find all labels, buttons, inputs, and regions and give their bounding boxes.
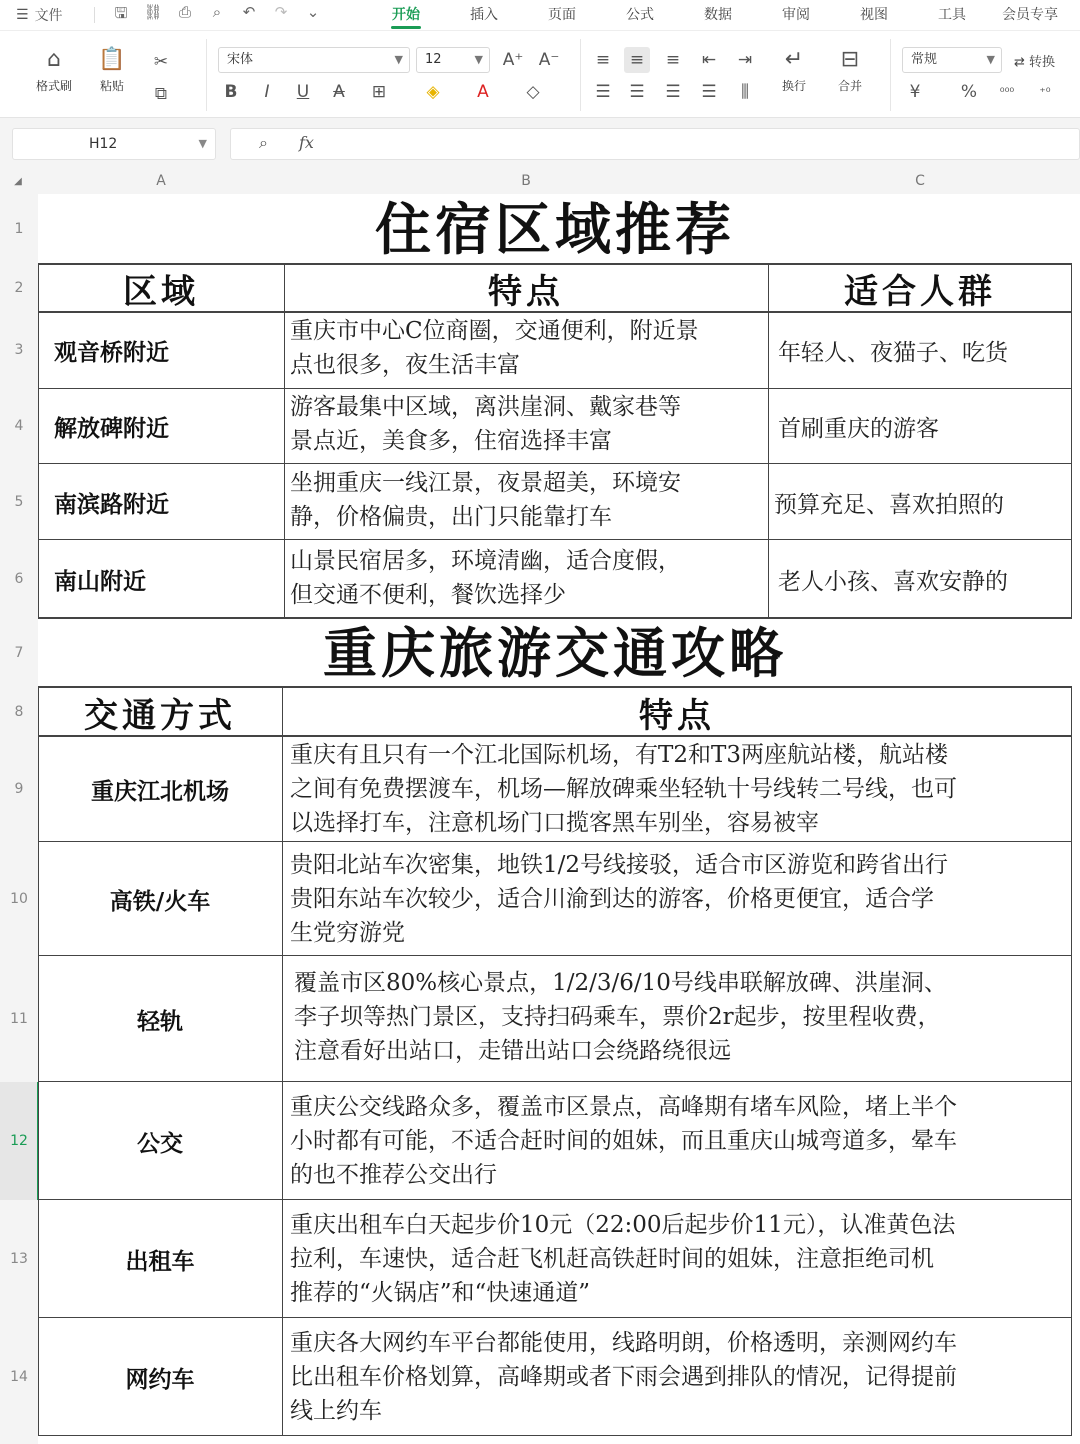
features-line: 静，价格偏贵，出门只能靠打车 xyxy=(290,504,612,530)
features-cell[interactable] xyxy=(284,544,768,618)
align-middle-icon[interactable]: ≡ xyxy=(624,47,650,73)
transport-features-cell[interactable] xyxy=(284,1208,1070,1318)
chevron-down-icon[interactable]: ⌄ xyxy=(306,2,320,21)
table-title-transport: 重庆旅游交通攻略 xyxy=(323,621,787,685)
currency-icon[interactable]: ¥ xyxy=(909,82,921,102)
tab-review[interactable]: 审阅 xyxy=(782,7,810,23)
tab-tools[interactable]: 工具 xyxy=(938,7,966,23)
clear-format-icon[interactable]: ◇ xyxy=(526,82,540,102)
percent-icon[interactable]: % xyxy=(960,82,978,102)
tab-data[interactable]: 数据 xyxy=(704,7,732,23)
font-size-value: 12 xyxy=(425,52,442,67)
column-heading-features: 特点 xyxy=(488,271,564,312)
align-left-icon[interactable]: ☰ xyxy=(595,82,611,102)
increase-indent-icon[interactable]: ⇥ xyxy=(737,50,753,70)
divider xyxy=(206,39,207,111)
increase-font-icon[interactable]: A⁺ xyxy=(502,50,524,70)
merge-cells-icon: ⊟ xyxy=(840,47,860,72)
paste-label: 粘贴 xyxy=(99,79,124,93)
underline-icon[interactable]: U xyxy=(296,82,310,102)
strikethrough-icon[interactable]: A xyxy=(333,82,345,102)
paste-button[interactable] xyxy=(88,43,136,94)
features-line: 景点近，美食多，住宿选择丰富 xyxy=(290,428,612,454)
column-heading-mode: 交通方式 xyxy=(84,695,236,736)
wrap-text-icon: ↵ xyxy=(784,47,804,72)
italic-icon[interactable]: I xyxy=(264,82,270,102)
transport-mode-cell[interactable]: 重庆江北机场 xyxy=(91,777,229,805)
font-size-select[interactable] xyxy=(416,47,490,73)
area-cell[interactable]: 观音桥附近 xyxy=(54,338,169,366)
tab-member[interactable]: 会员专享 xyxy=(1002,7,1058,23)
format-painter-label: 格式刷 xyxy=(35,79,72,93)
format-painter-button[interactable] xyxy=(30,43,78,94)
features-line: 推荐的“火锅店”和“快速通道” xyxy=(290,1280,591,1306)
column-heading-audience: 适合人群 xyxy=(844,271,996,312)
features-line: 重庆各大网约车平台都能使用，线路明朗，价格透明，亲测网约车 xyxy=(290,1330,957,1356)
print-icon[interactable]: ⎙ xyxy=(178,2,191,21)
row-header[interactable]: 2 xyxy=(0,264,38,312)
merge-cells-button[interactable] xyxy=(826,43,874,94)
decrease-indent-icon[interactable]: ⇤ xyxy=(701,50,717,70)
table-title-lodging: 住宿区域推荐 xyxy=(375,197,735,263)
column-heading-features: 特点 xyxy=(639,695,715,736)
features-line: 重庆市中心C位商圈，交通便利，附近景 xyxy=(290,318,699,344)
font-name-select[interactable] xyxy=(218,47,410,73)
features-line: 李子坝等热门景区，支持扫码乘车，票价2r起步，按里程收费， xyxy=(294,1004,941,1030)
save-icon[interactable]: 🖫 xyxy=(114,3,128,22)
cut-icon[interactable]: ✂ xyxy=(153,52,169,72)
features-line: 坐拥重庆一线江景，夜景超美，环境安 xyxy=(290,470,681,496)
row-header[interactable]: 8 xyxy=(0,688,38,736)
features-line: 点也很多，夜生活丰富 xyxy=(290,352,520,378)
row-header[interactable]: 1 xyxy=(0,194,38,264)
area-cell[interactable]: 南山附近 xyxy=(54,567,146,595)
undo-icon[interactable]: ↶ xyxy=(242,2,256,21)
formula-bar xyxy=(0,118,1080,170)
decrease-font-icon[interactable]: A⁻ xyxy=(538,50,560,70)
redo-icon[interactable]: ↷ xyxy=(274,2,288,21)
wrap-text-label: 换行 xyxy=(781,79,806,93)
tab-formula[interactable]: 公式 xyxy=(626,7,654,23)
features-line: 生党穷游党 xyxy=(290,920,405,946)
features-cell[interactable] xyxy=(284,314,768,388)
area-cell[interactable]: 南滨路附近 xyxy=(54,490,169,518)
row-header[interactable]: 10 xyxy=(0,842,38,956)
transport-mode-cell[interactable]: 轻轨 xyxy=(137,1007,183,1035)
row-header[interactable]: 6 xyxy=(0,540,38,618)
convert-button[interactable] xyxy=(1014,51,1055,70)
copy-icon[interactable]: ⧉ xyxy=(154,84,168,104)
file-menu[interactable] xyxy=(0,5,88,25)
audience-cell[interactable]: 年轻人、夜猫子、吃货 xyxy=(778,339,1008,366)
features-line: 重庆公交线路众多，覆盖市区景点，高峰期有堵车风险，堵上半个 xyxy=(290,1094,957,1120)
justify-icon[interactable]: ☰ xyxy=(701,82,717,102)
chevron-down-icon: ▼ xyxy=(198,137,207,150)
row-header xyxy=(0,1436,38,1444)
features-line: 之间有免费摆渡车，机场—解放碑乘坐轻轨十号线转二号线，也可 xyxy=(290,776,957,802)
features-line: 山景民宿居多，环境清幽，适合度假， xyxy=(290,548,681,574)
number-format-select[interactable] xyxy=(902,47,1002,73)
row-header[interactable]: 3 xyxy=(0,312,38,388)
paste-icon: 📋 xyxy=(98,47,126,72)
formula-input[interactable] xyxy=(230,128,1080,160)
features-cell[interactable] xyxy=(284,390,768,464)
row-header-active[interactable]: 12 xyxy=(0,1082,38,1200)
file-menu-label: 文件 xyxy=(34,8,63,24)
select-all-corner[interactable]: ◢ xyxy=(14,176,22,187)
bold-icon[interactable]: B xyxy=(224,82,238,102)
row-header[interactable]: 14 xyxy=(0,1318,38,1436)
row-header[interactable]: 5 xyxy=(0,464,38,540)
transport-features-cell[interactable] xyxy=(284,738,1070,842)
transport-mode-cell[interactable]: 出租车 xyxy=(125,1247,195,1275)
divider xyxy=(580,39,581,111)
audience-cell[interactable]: 预算充足、喜欢拍照的 xyxy=(774,491,1004,518)
cell-reference: H12 xyxy=(89,136,118,152)
column-headers xyxy=(0,170,1080,194)
number-format-value: 常规 xyxy=(911,52,938,67)
chevron-down-icon: ▼ xyxy=(986,53,995,66)
features-line: 小时都有可能，不适合赶时间的姐妹，而且重庆山城弯道多，晕车 xyxy=(290,1128,957,1154)
divider xyxy=(94,7,95,23)
transport-features-cell[interactable] xyxy=(288,966,1070,1082)
grid-line xyxy=(1071,688,1072,1436)
column-header-b[interactable]: B xyxy=(521,173,531,189)
align-right-icon[interactable]: ☰ xyxy=(665,82,681,102)
quick-access-toolbar xyxy=(101,3,351,28)
grid-line xyxy=(282,688,283,1436)
font-color-icon[interactable]: A xyxy=(477,82,489,102)
audience-cell[interactable]: 首刷重庆的游客 xyxy=(778,415,939,442)
features-line: 拉利，车速快，适合赶飞机赶高铁赶时间的姐妹，注意拒绝司机 xyxy=(290,1246,934,1272)
features-line: 贵阳东站车次较少，适合川渝到达的游客，价格更便宜，适合学 xyxy=(290,886,934,912)
link-icon[interactable]: ⛓ xyxy=(143,2,163,21)
ribbon-tabs xyxy=(367,1,1069,29)
row-header[interactable]: 13 xyxy=(0,1200,38,1318)
features-line: 贵阳北站车次密集，地铁1/2号线接驳，适合市区游览和跨省出行 xyxy=(290,852,949,878)
transport-features-cell[interactable] xyxy=(284,1326,1070,1436)
column-header-a[interactable]: A xyxy=(156,173,166,189)
features-cell[interactable] xyxy=(284,466,768,540)
print-preview-icon[interactable]: ⌕ xyxy=(212,2,222,21)
chevron-down-icon: ▼ xyxy=(474,53,483,66)
wrap-text-button[interactable] xyxy=(770,43,818,94)
features-line: 但交通不便利，餐饮选择少 xyxy=(290,582,566,608)
tab-home[interactable]: 开始 xyxy=(367,1,445,29)
tab-view[interactable]: 视图 xyxy=(860,7,888,23)
chevron-down-icon: ▼ xyxy=(394,53,403,66)
features-line: 比出租车价格划算，高峰期或者下雨会遇到排队的情况，记得提前 xyxy=(290,1364,957,1390)
format-painter-icon: ⌂ xyxy=(47,47,61,72)
features-line: 覆盖市区80%核心景点，1/2/3/6/10号线串联解放碑、洪崖洞、 xyxy=(294,970,947,996)
tab-page[interactable]: 页面 xyxy=(548,7,576,23)
row-header[interactable]: 11 xyxy=(0,956,38,1082)
transport-mode-cell[interactable]: 高铁/火车 xyxy=(109,887,211,915)
features-line: 重庆出租车白天起步价10元（22:00后起步价11元），认准黄色法 xyxy=(290,1212,956,1238)
font-name-value: 宋体 xyxy=(227,52,254,67)
features-line: 以选择打车，注意机场门口揽客黑车别坐，容易被宰 xyxy=(290,810,819,836)
features-line: 注意看好出站口，走错出站口会绕路绕很远 xyxy=(294,1038,731,1064)
row-header[interactable]: 9 xyxy=(0,736,38,842)
features-line: 的也不推荐公交出行 xyxy=(290,1162,497,1188)
function-icon[interactable]: fx xyxy=(299,133,314,152)
distribute-icon[interactable]: ⫼ xyxy=(741,82,749,102)
features-line: 游客最集中区域，离洪崖洞、戴家巷等 xyxy=(290,394,681,420)
search-icon[interactable]: ⌕ xyxy=(259,133,268,152)
hamburger-icon: ☰ xyxy=(16,7,29,23)
tab-insert[interactable]: 插入 xyxy=(470,7,498,23)
grid-line xyxy=(768,264,769,618)
align-top-icon[interactable]: ≡ xyxy=(595,50,611,70)
divider xyxy=(890,39,891,111)
column-header-c[interactable]: C xyxy=(915,173,925,189)
fill-color-icon[interactable]: ◈ xyxy=(426,82,440,102)
name-box[interactable] xyxy=(12,128,216,160)
features-line: 线上约车 xyxy=(290,1398,382,1424)
transport-mode-cell[interactable]: 网约车 xyxy=(125,1365,195,1393)
area-cell[interactable]: 解放碑附近 xyxy=(54,414,169,442)
borders-icon[interactable]: ⊞ xyxy=(371,82,387,102)
increase-decimal-icon[interactable]: ⁺⁰ xyxy=(1039,85,1051,99)
merge-cells-label: 合并 xyxy=(837,79,862,93)
row-header[interactable]: 7 xyxy=(0,618,38,688)
transport-features-cell[interactable] xyxy=(284,848,1070,956)
transport-features-cell[interactable] xyxy=(284,1090,1070,1200)
features-line: 重庆有且只有一个江北国际机场，有T2和T3两座航站楼，航站楼 xyxy=(290,742,948,768)
convert-icon: ⇄ xyxy=(1014,55,1025,70)
align-bottom-icon[interactable]: ≡ xyxy=(665,50,681,70)
audience-cell[interactable]: 老人小孩、喜欢安静的 xyxy=(778,568,1008,595)
ribbon-toolbar xyxy=(0,30,1080,118)
row-header[interactable]: 4 xyxy=(0,388,38,464)
transport-mode-cell[interactable]: 公交 xyxy=(137,1129,183,1157)
align-center-icon[interactable]: ☰ xyxy=(629,82,645,102)
convert-label: 转换 xyxy=(1029,55,1056,70)
menu-bar xyxy=(0,0,1080,30)
thousands-separator-icon[interactable]: ⁰⁰⁰ xyxy=(999,85,1015,99)
column-heading-area: 区域 xyxy=(123,271,199,312)
